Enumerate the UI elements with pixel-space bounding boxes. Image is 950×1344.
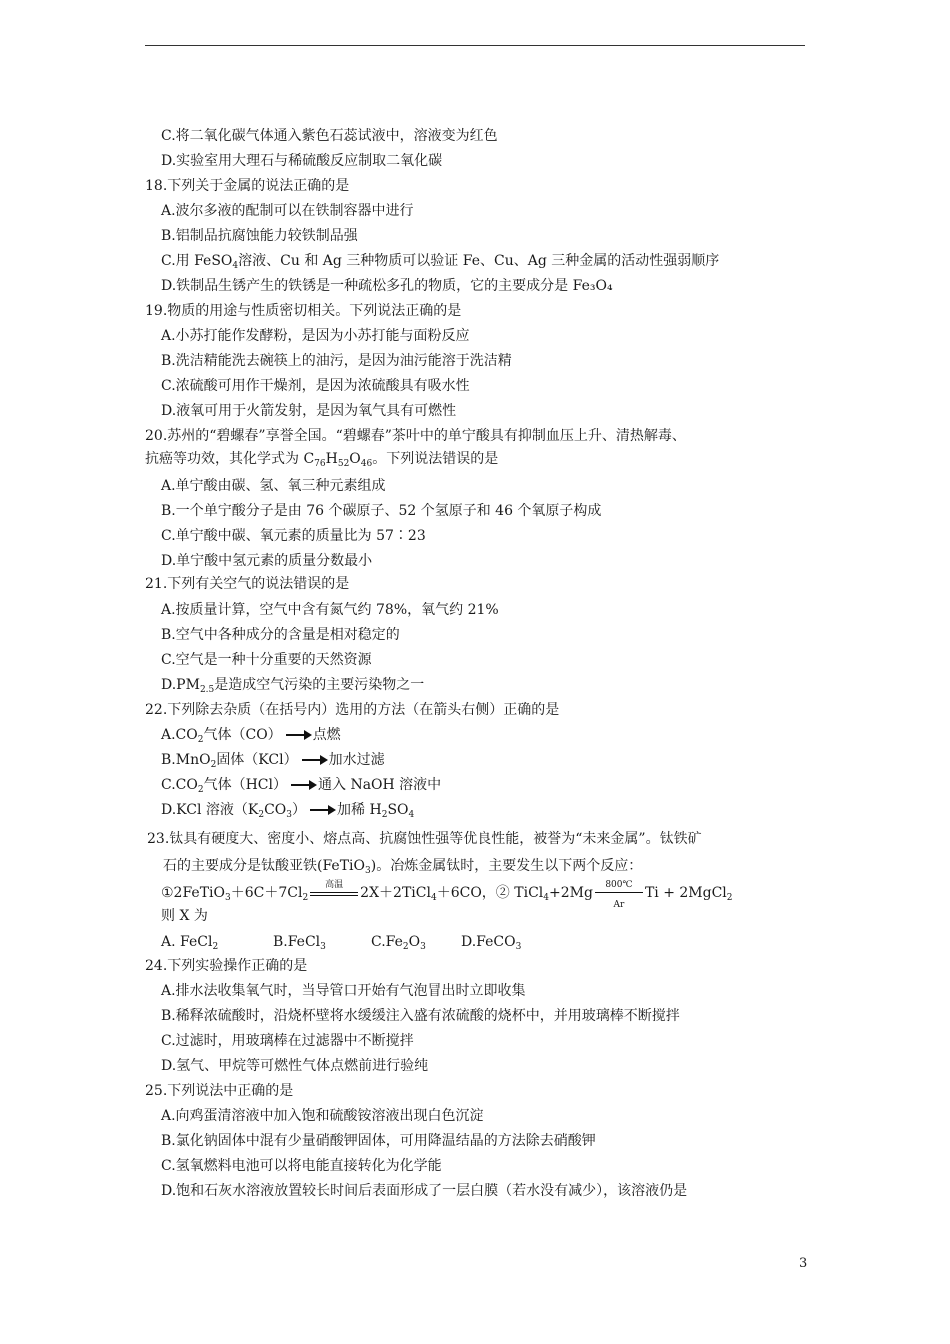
q22-option-b: B.MnO$_2$固体（KCl） 加水过滤 — [161, 752, 385, 770]
q24-stem: 24.下列实验操作正确的是 — [145, 958, 308, 974]
reaction-condition-2: $\frac{800℃}{Ar}$ — [595, 883, 643, 903]
q20-option-b: B.一个单宁酸分子是由 76 个碳原子、52 个氢原子和 46 个氧原子构成 — [161, 503, 602, 519]
q17-option-d: D.实验室用大理石与稀硫酸反应制取二氧化碳 — [161, 153, 443, 169]
q18-option-a: A.波尔多液的配制可以在铁制容器中进行 — [161, 203, 414, 219]
q25-option-c: C.氢氧燃料电池可以将电能直接转化为化学能 — [161, 1158, 442, 1174]
q19-option-a: A.小苏打能作发酵粉，是因为小苏打能与面粉反应 — [161, 328, 470, 344]
q23-choices: A. FeCl2 B.FeCl3 C.Fe2O3 D.FeCO3 — [161, 934, 522, 952]
q23-stem: 23.钛具有硬度大、密度小、熔点高、抗腐蚀性强等优良性能，被誉为“未来金属”。钛铁矿 — [147, 831, 702, 847]
q24-option-a: A.排水法收集氧气时，当导管口开始有气泡冒出时立即收集 — [161, 983, 526, 999]
q25-stem: 25.下列说法中正确的是 — [145, 1083, 294, 1099]
q22-option-a: $A.CO_2$气体（CO） 点燃 — [161, 727, 341, 745]
q18-option-b: B.铝制品抗腐蚀能力较铁制品强 — [161, 228, 358, 244]
q21-option-b: B.空气中各种成分的含量是相对稳定的 — [161, 627, 400, 643]
q22-stem: 22.下列除去杂质（在括号内）选用的方法（在箭头右侧）正确的是 — [145, 702, 560, 718]
header-rule — [145, 45, 805, 46]
q18-stem: 18.下列关于金属的说法正确的是 — [145, 178, 350, 194]
q23-x-prompt: 则 X 为 — [161, 908, 208, 924]
q22-option-c: $C.CO_2$气体（HCl） 通入 NaOH 溶液中 — [161, 777, 442, 795]
q19-stem: 19.物质的用途与性质密切相关。下列说法正确的是 — [145, 303, 462, 319]
q19-option-c: C.浓硫酸可用作干燥剂，是因为浓硫酸具有吸水性 — [161, 378, 470, 394]
q25-option-d: D.饱和石灰水溶液放置较长时间后表面形成了一层白膜（若水没有减少），该溶液仍是 — [161, 1183, 688, 1199]
q23-reactions: $①2FeTiO_3+6C+7Cl_2$ 高温 2X＋2TiCl$_4$＋6CO，② TiCl$_4$+2Mg $\frac{800℃}{Ar}$ Ti + 2MgCl$_2$ — [161, 880, 733, 910]
q20-option-a: A.单宁酸由碳、氢、氧三种元素组成 — [161, 478, 386, 494]
arrow-icon — [302, 755, 328, 765]
q25-option-b: B.氯化钠固体中混有少量硝酸钾固体，可用降温结晶的方法除去硝酸钾 — [161, 1133, 596, 1149]
q21-option-c: C.空气是一种十分重要的天然资源 — [161, 652, 372, 668]
q21-option-d: $D.PM_{2.5}$是造成空气污染的主要污染物之一 — [161, 677, 425, 695]
q24-option-b: B.稀释浓硫酸时，沿烧杯壁将水缓缓注入盛有浓硫酸的烧杯中，并用玻璃棒不断搅拌 — [161, 1008, 680, 1024]
q21-option-a: A.按质量计算，空气中含有氮气约 78%，氧气约 21% — [161, 602, 499, 618]
q17-option-c: C.将二氧化碳气体通入紫色石蕊试液中，溶液变为红色 — [161, 128, 498, 144]
q20-option-c: C.单宁酸中碳、氧元素的质量比为 57∶23 — [161, 528, 426, 544]
reaction-condition-1: 高温 — [310, 883, 358, 903]
q20-stem: 20.苏州的“碧螺春”享誉全国。“碧螺春”茶叶中的单宁酸具有抑制血压上升、清热解毒、 — [145, 428, 686, 444]
q22-option-d: D.KCl 溶液$(K_2CO_3)$ 加稀 $H_2SO_4$ — [161, 802, 415, 820]
q19-option-d: D.液氧可用于火箭发射，是因为氧气具有可燃性 — [161, 403, 457, 419]
q24-option-c: C.过滤时，用玻璃棒在过滤器中不断搅拌 — [161, 1033, 414, 1049]
q18-option-d: D.铁制品生锈产生的铁锈是一种疏松多孔的物质，它的主要成分是 Fe₃O₄ — [161, 278, 613, 294]
q23-stem-line2: 石的主要成分是钛酸亚铁(FeTiO$_3$)。冶炼金属钛时，主要发生以下两个反应： — [163, 858, 643, 876]
q20-stem-line2: 抗癌等功效，其化学式为 $C_{76}H_{52}O_{46}$。下列说法错误的是 — [145, 451, 499, 469]
page-number: 3 — [799, 1256, 808, 1271]
q24-option-d: D.氢气、甲烷等可燃性气体点燃前进行验纯 — [161, 1058, 429, 1074]
q19-option-b: B.洗洁精能洗去碗筷上的油污，是因为油污能溶于洗洁精 — [161, 353, 512, 369]
q21-stem: 21.下列有关空气的说法错误的是 — [145, 576, 350, 592]
q18-option-c: C.用 FeSO$_4$溶液、Cu 和 Ag 三种物质可以验证 Fe、Cu、Ag 三种金属的活动性强弱顺序 — [161, 253, 720, 271]
q20-option-d: D.单宁酸中氢元素的质量分数最小 — [161, 553, 373, 569]
arrow-icon — [310, 805, 336, 815]
arrow-icon — [291, 780, 317, 790]
q25-option-a: A.向鸡蛋清溶液中加入饱和硫酸铵溶液出现白色沉淀 — [161, 1108, 484, 1124]
arrow-icon — [286, 730, 312, 740]
